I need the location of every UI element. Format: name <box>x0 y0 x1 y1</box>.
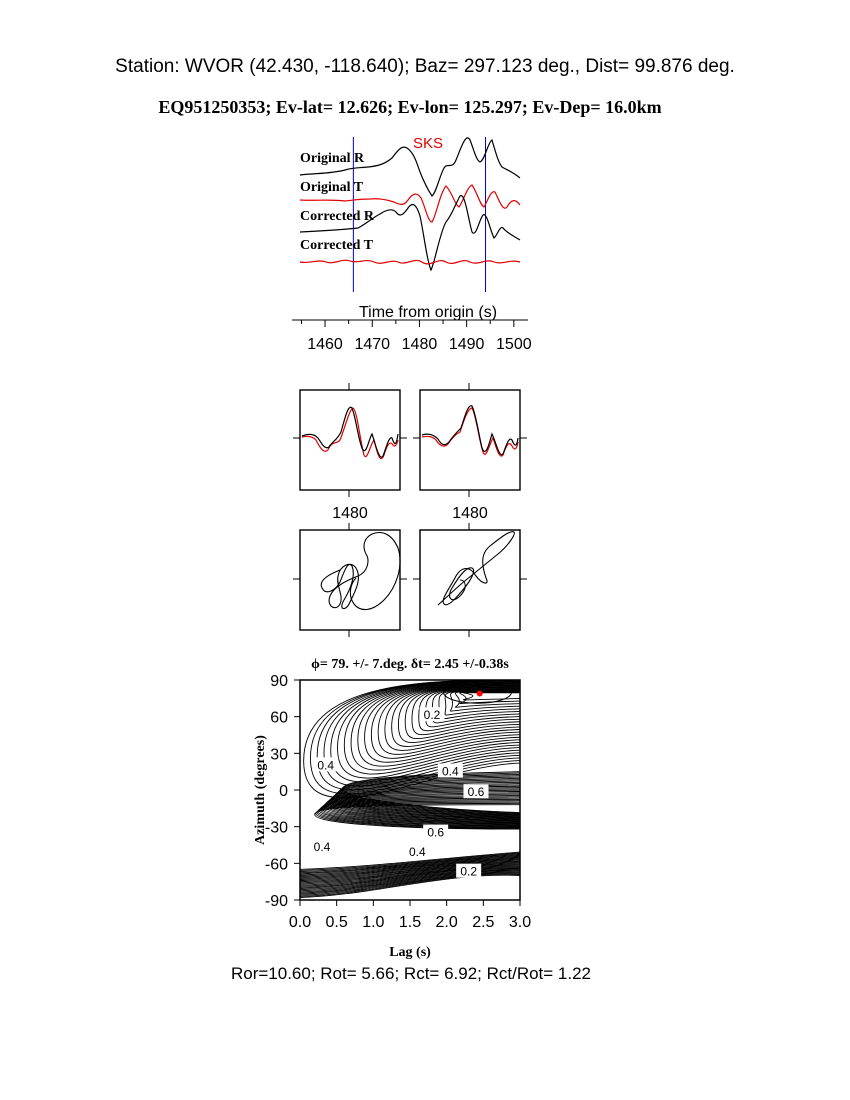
traces-xlabel: Time from origin (s) <box>358 304 498 321</box>
contour-x-ticks <box>289 900 531 931</box>
contour-x-tick-label: 1.5 <box>398 914 422 931</box>
contour-y-tick-label: 90 <box>270 673 288 690</box>
contour-x-tick-label: 3.0 <box>508 914 532 931</box>
contour-label: 0.4 <box>313 840 331 855</box>
contour-x-tick-label: 0.0 <box>288 914 312 931</box>
contour-x-tick-label: 0.5 <box>325 914 348 931</box>
contour-label: 0.6 <box>467 785 485 800</box>
particle-motion-right <box>413 523 527 637</box>
phase-label: SKS <box>412 135 444 152</box>
contour-y-tick-label: 60 <box>270 709 288 727</box>
trace-corrected-r <box>300 196 520 270</box>
particle-motion-left <box>293 523 407 637</box>
contour-line <box>398 686 520 743</box>
trace-corrected-t <box>300 260 520 264</box>
waveform-panel-right <box>413 383 527 522</box>
contour-label: 0.4 <box>408 845 426 860</box>
contour-title: ϕ= 79. +/- 7.deg. δt= 2.45 +/-0.38s <box>311 657 509 672</box>
contour-x-tick-label: 1.0 <box>362 914 385 931</box>
contour-panel <box>253 657 531 960</box>
contour-y-tick-label: -90 <box>264 893 288 910</box>
contour-y-ticks <box>265 673 300 910</box>
contour-label: 0.2 <box>423 708 441 723</box>
traces-x-tick-label: 1490 <box>448 336 485 353</box>
waveform-panel-left <box>293 383 407 522</box>
traces-x-ticks <box>301 320 531 353</box>
event-header: EQ951250353; Ev-lat= 12.626; Ev-lon= 125.297; Ev-Dep= 16.0km <box>158 97 662 117</box>
contour-y-tick-label: -60 <box>264 856 288 874</box>
best-fit-point <box>477 690 483 696</box>
waveform-left-xtick: 1480 <box>332 505 368 522</box>
contour-label: 0.2 <box>460 864 478 879</box>
contour-y-tick-label: 30 <box>270 746 288 764</box>
trace-label-original-t: Original T <box>300 180 364 195</box>
contour-label: 0.6 <box>427 825 445 840</box>
contour-label: 0.4 <box>441 764 459 779</box>
traces-x-tick-label: 1470 <box>354 336 391 353</box>
traces-x-tick-label: 1500 <box>496 336 532 353</box>
traces-x-tick-label: 1480 <box>401 336 438 353</box>
contour-x-tick-label: 2.0 <box>435 914 458 931</box>
station-header: Station: WVOR (42.430, -118.640); Baz= 297.123 deg., Dist= 99.876 deg. <box>115 56 735 77</box>
waveform-right-xtick: 1480 <box>452 505 488 522</box>
trace-label-corrected-t: Corrected T <box>300 238 373 253</box>
traces-x-tick-label: 1460 <box>307 336 343 353</box>
contour-y-tick-label: 0 <box>279 783 288 800</box>
ratio-summary: Ror=10.60; Rot= 5.66; Rct= 6.92; Rct/Rot= 1.22 <box>230 964 592 983</box>
contour-ylabel: Azimuth (degrees) <box>253 735 268 845</box>
contour-xlabel: Lag (s) <box>389 945 431 960</box>
contour-label: 0.4 <box>317 758 335 773</box>
traces-panel <box>292 135 532 353</box>
trace-label-original-r: Original R <box>300 151 365 166</box>
trace-label-corrected-r: Corrected R <box>300 209 374 224</box>
contour-x-tick-label: 2.5 <box>472 914 495 931</box>
contour-y-tick-label: -30 <box>264 819 288 837</box>
